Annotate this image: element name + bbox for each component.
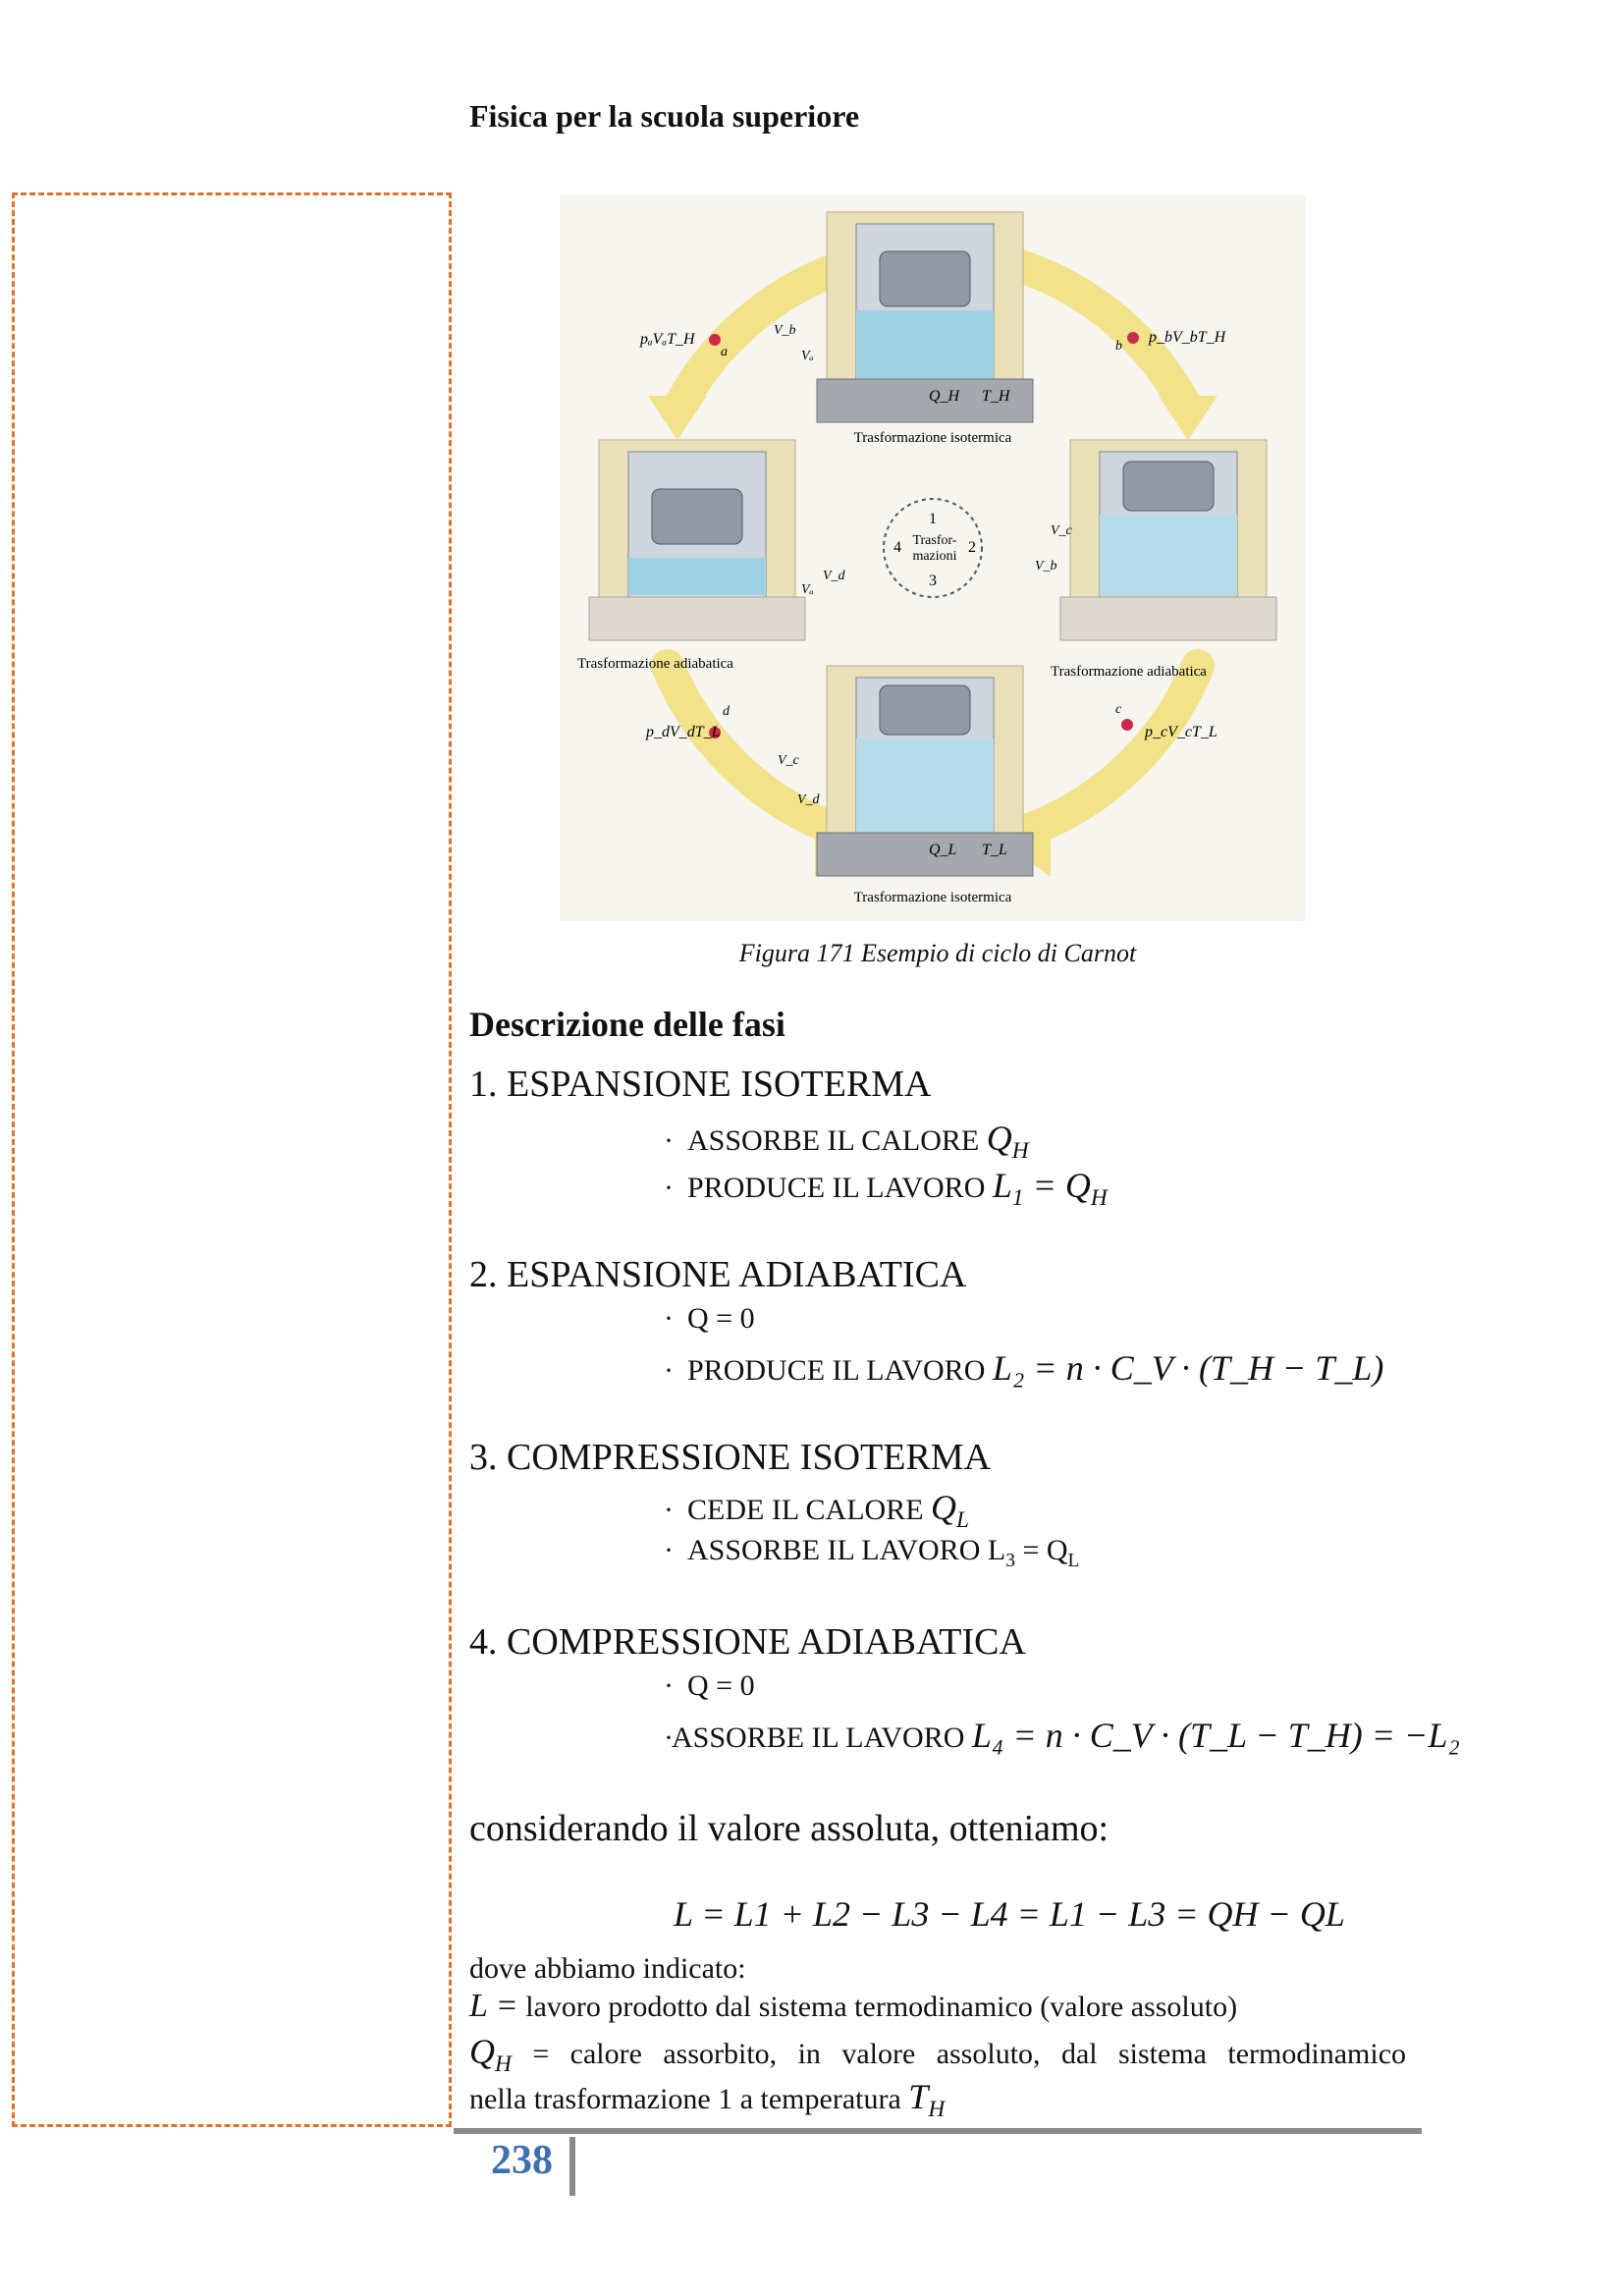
phase-4-title: 4. COMPRESSIONE ADIABATICA bbox=[469, 1621, 1026, 1663]
figure-caption: Figura 171 Esempio di ciclo di Carnot bbox=[738, 939, 1137, 967]
phase-3-item-2: · ASSORBE IL LAVORO $L_3 = Q_L$ bbox=[664, 1534, 1080, 1571]
phase-4-item-2: ·ASSORBE IL LAVORO L₄ = n · C_V · (T_L − T_H) = −L₂ bbox=[664, 1716, 1460, 1755]
label-left-adiabatic: Trasformazione adiabatica bbox=[577, 656, 733, 672]
section-title: Descrizione delle fasi bbox=[469, 1005, 785, 1044]
center-text-a: Trasfor- bbox=[912, 533, 957, 548]
definition-qh-continued: nella trasformazione 1 a temperatura $T_H$ bbox=[469, 2077, 946, 2123]
definition-qh: $Q_H$ = calore assorbito, in valore assoluto, dal sistema termodinamico bbox=[469, 2032, 1407, 2078]
state-b-letter: b bbox=[1115, 339, 1122, 354]
vc-label-bottom: V_c bbox=[778, 753, 799, 768]
state-c-letter: c bbox=[1115, 702, 1122, 717]
phase-1-item-1: · ASSORBE IL CALORE $Q_H$ bbox=[664, 1119, 1029, 1165]
tl-label: T_L bbox=[982, 842, 1007, 858]
phase-2-item-2: · PRODUCE IL LAVORO L₂ = n · C_V · (T_H − T_L) bbox=[664, 1348, 1384, 1388]
phase-2-title: 2. ESPANSIONE ADIABATICA bbox=[469, 1254, 967, 1295]
cylinder-left bbox=[589, 440, 805, 640]
phase-4-item-1: · Q = 0 bbox=[664, 1669, 755, 1702]
th-label: T_H bbox=[982, 388, 1010, 405]
phase-3-item-1: · CEDE IL CALORE $Q_L$ bbox=[664, 1488, 970, 1534]
margin-note-box bbox=[12, 192, 452, 2127]
footer-rule bbox=[454, 2128, 1422, 2134]
label-bottom-isothermal: Trasformazione isotermica bbox=[853, 890, 1012, 905]
state-a-label: pₐVₐT_H bbox=[640, 331, 695, 348]
state-a-letter: a bbox=[721, 345, 728, 359]
page-number: 238 bbox=[491, 2138, 553, 2183]
phase-2-item-1: · Q = 0 bbox=[664, 1302, 755, 1335]
definitions-intro: dove abbiamo indicato: bbox=[469, 1952, 746, 1985]
qh-label: Q_H bbox=[929, 388, 960, 405]
va-label-top: Vₐ bbox=[801, 349, 814, 363]
phase-3-title: 3. COMPRESSIONE ISOTERMA bbox=[469, 1437, 992, 1478]
center-label-1: 1 bbox=[929, 511, 937, 527]
vb-label-top: V_b bbox=[774, 323, 796, 338]
state-b-label: p_bV_bT_H bbox=[1149, 329, 1226, 346]
carnot-cycle-figure bbox=[560, 194, 1306, 921]
state-d-letter: d bbox=[723, 704, 730, 719]
phase-1-item-2: · PRODUCE IL LAVORO $L_1 = Q_H$ bbox=[664, 1166, 1108, 1212]
label-top-isothermal: Trasformazione isotermica bbox=[853, 430, 1012, 446]
vc-label-right: V_c bbox=[1051, 523, 1072, 538]
page-number-bar bbox=[569, 2137, 575, 2196]
center-label-2: 2 bbox=[968, 539, 976, 556]
cylinder-right bbox=[1060, 440, 1276, 640]
vd-label-left: V_d bbox=[823, 569, 845, 583]
va-label-left: Vₐ bbox=[801, 582, 814, 597]
vb-label-right: V_b bbox=[1035, 559, 1057, 574]
label-right-adiabatic: Trasformazione adiabatica bbox=[1051, 664, 1207, 680]
phase-1-title: 1. ESPANSIONE ISOTERMA bbox=[469, 1064, 932, 1105]
state-c-label: p_cV_cT_L bbox=[1145, 724, 1217, 740]
main-formula: L = L1 + L2 − L3 − L4 = L1 − L3 = QH − QL bbox=[674, 1894, 1345, 1934]
state-d-label: p_dV_dT_L bbox=[646, 724, 721, 740]
running-header: Fisica per la scuola superiore bbox=[469, 98, 860, 134]
conclusion-text: considerando il valore assoluta, otteniamo: bbox=[469, 1808, 1109, 1849]
ql-label: Q_L bbox=[929, 842, 957, 858]
definition-l: L = lavoro prodotto dal sistema termodinamico (valore assoluto) bbox=[469, 1988, 1238, 2024]
center-label-3: 3 bbox=[929, 573, 937, 589]
center-text-b: mazioni bbox=[912, 549, 957, 564]
vd-label-bottom: V_d bbox=[797, 793, 820, 807]
center-label-4: 4 bbox=[893, 539, 901, 556]
